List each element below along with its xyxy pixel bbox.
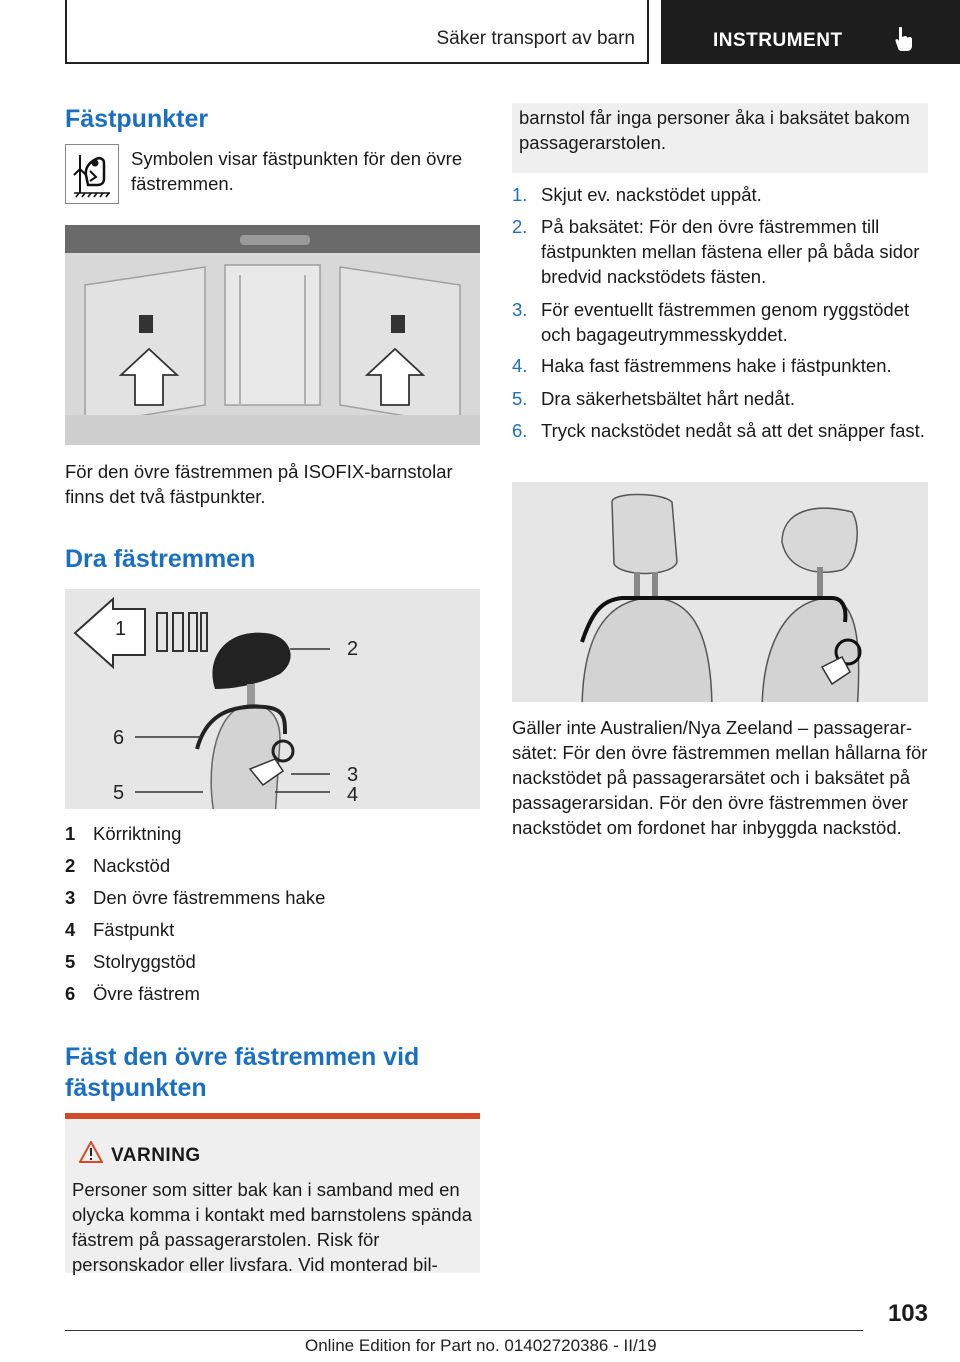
heading-fast-line2: fästpunkten — [65, 1074, 207, 1102]
footer-divider — [65, 1330, 863, 1331]
figure-seat-tether — [65, 589, 480, 809]
fig2-label-1: 1 — [115, 618, 127, 640]
section-title: Säker transport av barn — [436, 28, 635, 49]
fig2-label-6: 6 — [113, 727, 125, 749]
header-chapter-tab[interactable] — [661, 0, 960, 64]
figure1-caption: För den övre fästremmen på ISOFIX-barnstolar finns det två fästpunkter. — [65, 461, 453, 507]
heading-fast-line1: Fäst den övre fästremmen vid — [65, 1043, 420, 1071]
fig2-label-4: 4 — [347, 784, 359, 806]
figure-seats-tether-over-headrest — [512, 482, 928, 702]
warning-text: Personer som sitter bak kan i samband med en olycka komma i kontakt med barnstolens spända fästrem på passagerarstolen. Risk för personskador eller livsfara. Vid monterad bil- — [72, 1179, 473, 1275]
isofix-tether-icon — [65, 144, 119, 204]
fig2-label-3: 3 — [347, 764, 359, 786]
header-section-bar — [65, 0, 649, 64]
warning-continued-text: barnstol får inga personer åka i baksätet bakom passagerarstolen. — [519, 107, 910, 153]
page-number: 103 — [887, 1300, 928, 1327]
note-paragraph: Gäller inte Australien/Nya Zeeland – passagerarsätet: För den övre fästremmen mellan hållarna för nackstödet på passagerarsätet och i baksätet på passagerarsidan. För den övre fästremmen över nackstödet om fordonet har inbyggda nackstöd. — [512, 717, 928, 838]
warning-box — [65, 1113, 480, 1273]
figure-trunk-anchor-points — [65, 225, 480, 445]
chapter-title: INSTRUMENT — [713, 30, 843, 51]
warning-triangle-icon — [79, 1141, 103, 1163]
heading-dra-fastremmen: Dra fästremmen — [65, 545, 256, 573]
pointing-hand-icon — [893, 26, 915, 52]
heading-fastpunkter: Fästpunkter — [65, 105, 209, 133]
footer-edition: Online Edition for Part no. 01402720386 - II/19 — [305, 1336, 657, 1355]
icon-caption: Symbolen visar fästpunkten för den övre fästremmen. — [131, 148, 463, 194]
fig2-label-5: 5 — [113, 782, 125, 804]
warning-continued-box — [512, 103, 928, 173]
warning-title: VARNING — [111, 1145, 201, 1166]
fig2-label-2: 2 — [347, 638, 359, 660]
